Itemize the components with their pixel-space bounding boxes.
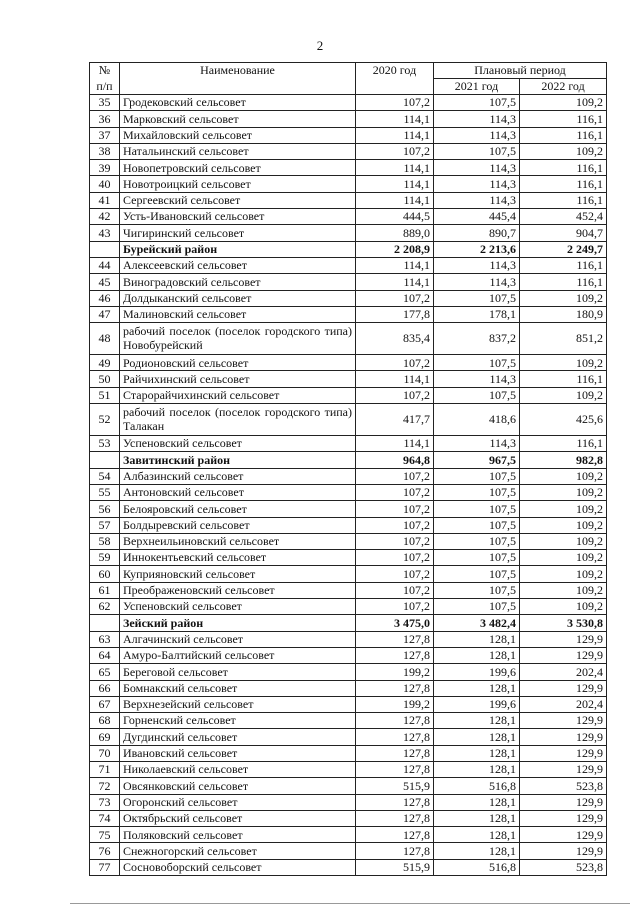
value-2022: 3 530,8 bbox=[520, 615, 607, 631]
row-name: Чигиринский сельсовет bbox=[120, 225, 356, 241]
row-name: рабочий поселок (поселок городского типа) Новобурейский bbox=[120, 323, 356, 355]
value-2022: 523,8 bbox=[520, 778, 607, 794]
value-2021: 890,7 bbox=[434, 225, 520, 241]
row-name: Райчихинский сельсовет bbox=[120, 371, 356, 387]
value-2021: 3 482,4 bbox=[434, 615, 520, 631]
value-2022: 425,6 bbox=[520, 404, 607, 436]
value-2022: 904,7 bbox=[520, 225, 607, 241]
value-2021: 418,6 bbox=[434, 404, 520, 436]
value-2021: 128,1 bbox=[434, 843, 520, 859]
value-2022: 129,9 bbox=[520, 761, 607, 777]
header-plan-period: Плановый период bbox=[434, 63, 607, 79]
table-row bbox=[90, 582, 607, 598]
value-2021: 107,5 bbox=[434, 501, 520, 517]
table-row bbox=[90, 696, 607, 712]
table-row bbox=[90, 713, 607, 729]
table-row bbox=[90, 680, 607, 696]
value-2022: 129,9 bbox=[520, 843, 607, 859]
value-2020: 107,2 bbox=[356, 387, 434, 403]
row-name: Новопетровский сельсовет bbox=[120, 160, 356, 176]
value-2020: 114,1 bbox=[356, 257, 434, 273]
table-row bbox=[90, 355, 607, 371]
row-number: 68 bbox=[90, 713, 120, 729]
value-2020: 107,2 bbox=[356, 550, 434, 566]
value-2020: 127,8 bbox=[356, 745, 434, 761]
value-2021: 128,1 bbox=[434, 761, 520, 777]
row-name: Алгачинский сельсовет bbox=[120, 631, 356, 647]
row-number: 37 bbox=[90, 127, 120, 143]
row-number: 63 bbox=[90, 631, 120, 647]
table-row bbox=[90, 729, 607, 745]
header-2021: 2021 год bbox=[434, 79, 520, 95]
header-2022: 2022 год bbox=[520, 79, 607, 95]
value-2022: 129,9 bbox=[520, 631, 607, 647]
row-name: Антоновский сельсовет bbox=[120, 484, 356, 500]
value-2022: 109,2 bbox=[520, 355, 607, 371]
row-number: 59 bbox=[90, 550, 120, 566]
row-number: 57 bbox=[90, 517, 120, 533]
value-2022: 109,2 bbox=[520, 95, 607, 111]
table-row bbox=[90, 745, 607, 761]
value-2020: 127,8 bbox=[356, 827, 434, 843]
row-number: 40 bbox=[90, 176, 120, 192]
value-2021: 107,5 bbox=[434, 582, 520, 598]
value-2022: 180,9 bbox=[520, 306, 607, 322]
value-2022: 116,1 bbox=[520, 127, 607, 143]
value-2020: 127,8 bbox=[356, 631, 434, 647]
value-2020: 114,1 bbox=[356, 371, 434, 387]
row-name: Долдыканский сельсовет bbox=[120, 290, 356, 306]
row-name: Новотроицкий сельсовет bbox=[120, 176, 356, 192]
value-2022: 109,2 bbox=[520, 566, 607, 582]
row-name: Овсянковский сельсовет bbox=[120, 778, 356, 794]
row-name: Старорайчихинский сельсовет bbox=[120, 387, 356, 403]
row-number: 60 bbox=[90, 566, 120, 582]
table-row bbox=[90, 143, 607, 159]
value-2020: 107,2 bbox=[356, 95, 434, 111]
value-2022: 129,9 bbox=[520, 713, 607, 729]
value-2020: 127,8 bbox=[356, 713, 434, 729]
value-2022: 116,1 bbox=[520, 176, 607, 192]
row-number: 52 bbox=[90, 404, 120, 436]
header-num-pp: п/п bbox=[90, 79, 120, 95]
value-2022: 109,2 bbox=[520, 501, 607, 517]
value-2021: 107,5 bbox=[434, 468, 520, 484]
table-row bbox=[90, 517, 607, 533]
value-2021: 128,1 bbox=[434, 810, 520, 826]
row-name: Бомнакский сельсовет bbox=[120, 680, 356, 696]
row-number: 44 bbox=[90, 257, 120, 273]
row-name: Успеновский сельсовет bbox=[120, 599, 356, 615]
value-2021: 114,3 bbox=[434, 111, 520, 127]
table-row bbox=[90, 371, 607, 387]
table-row bbox=[90, 501, 607, 517]
row-name: Дугдинский сельсовет bbox=[120, 729, 356, 745]
row-name: Болдыревский сельсовет bbox=[120, 517, 356, 533]
row-name: Поляковский сельсовет bbox=[120, 827, 356, 843]
table-row bbox=[90, 761, 607, 777]
value-2020: 835,4 bbox=[356, 323, 434, 355]
value-2022: 523,8 bbox=[520, 859, 607, 875]
value-2020: 107,2 bbox=[356, 468, 434, 484]
table-row bbox=[90, 794, 607, 810]
row-name: Алексеевский сельсовет bbox=[120, 257, 356, 273]
row-number: 54 bbox=[90, 468, 120, 484]
row-number: 73 bbox=[90, 794, 120, 810]
value-2022: 109,2 bbox=[520, 517, 607, 533]
table-row bbox=[90, 192, 607, 208]
value-2022: 129,9 bbox=[520, 729, 607, 745]
value-2020: 107,2 bbox=[356, 290, 434, 306]
row-name: Родионовский сельсовет bbox=[120, 355, 356, 371]
row-name: Сосновоборский сельсовет bbox=[120, 859, 356, 875]
value-2020: 114,1 bbox=[356, 274, 434, 290]
value-2020: 515,9 bbox=[356, 778, 434, 794]
row-name: Октябрьский сельсовет bbox=[120, 810, 356, 826]
value-2022: 116,1 bbox=[520, 111, 607, 127]
table-row bbox=[90, 533, 607, 549]
value-2020: 107,2 bbox=[356, 355, 434, 371]
value-2020: 114,1 bbox=[356, 436, 434, 452]
value-2020: 114,1 bbox=[356, 160, 434, 176]
row-name: Белояровский сельсовет bbox=[120, 501, 356, 517]
value-2020: 127,8 bbox=[356, 647, 434, 663]
row-number: 45 bbox=[90, 274, 120, 290]
row-name: Николаевский сельсовет bbox=[120, 761, 356, 777]
page-number: 2 bbox=[316, 38, 324, 53]
table-row bbox=[90, 127, 607, 143]
table-row bbox=[90, 827, 607, 843]
row-name: Усть-Ивановский сельсовет bbox=[120, 209, 356, 225]
value-2022: 452,4 bbox=[520, 209, 607, 225]
row-number: 55 bbox=[90, 484, 120, 500]
row-name: Марковский сельсовет bbox=[120, 111, 356, 127]
value-2021: 107,5 bbox=[434, 599, 520, 615]
value-2021: 107,5 bbox=[434, 533, 520, 549]
table-row bbox=[90, 209, 607, 225]
value-2022: 2 249,7 bbox=[520, 241, 607, 257]
value-2022: 109,2 bbox=[520, 599, 607, 615]
value-2021: 128,1 bbox=[434, 745, 520, 761]
table-row bbox=[90, 160, 607, 176]
table-row bbox=[90, 306, 607, 322]
table-row bbox=[90, 95, 607, 111]
table-row bbox=[90, 484, 607, 500]
value-2021: 837,2 bbox=[434, 323, 520, 355]
row-name: Амуро-Балтийский сельсовет bbox=[120, 647, 356, 663]
value-2021: 516,8 bbox=[434, 859, 520, 875]
row-number: 77 bbox=[90, 859, 120, 875]
value-2021: 967,5 bbox=[434, 452, 520, 468]
value-2022: 116,1 bbox=[520, 436, 607, 452]
value-2021: 128,1 bbox=[434, 631, 520, 647]
value-2021: 445,4 bbox=[434, 209, 520, 225]
row-name: Михайловский сельсовет bbox=[120, 127, 356, 143]
row-name: Куприяновский сельсовет bbox=[120, 566, 356, 582]
row-name: Верхнеильиновский сельсовет bbox=[120, 533, 356, 549]
value-2020: 107,2 bbox=[356, 484, 434, 500]
value-2022: 109,2 bbox=[520, 468, 607, 484]
value-2021: 199,6 bbox=[434, 664, 520, 680]
table-row bbox=[90, 436, 607, 452]
row-name: Зейский район bbox=[120, 615, 356, 631]
value-2022: 109,2 bbox=[520, 143, 607, 159]
row-number: 71 bbox=[90, 761, 120, 777]
value-2020: 515,9 bbox=[356, 859, 434, 875]
row-name: Снежногорский сельсовет bbox=[120, 843, 356, 859]
row-name: Горненский сельсовет bbox=[120, 713, 356, 729]
row-number: 47 bbox=[90, 306, 120, 322]
value-2021: 114,3 bbox=[434, 160, 520, 176]
row-number: 74 bbox=[90, 810, 120, 826]
value-2020: 114,1 bbox=[356, 111, 434, 127]
row-number: 64 bbox=[90, 647, 120, 663]
value-2021: 107,5 bbox=[434, 290, 520, 306]
value-2020: 127,8 bbox=[356, 810, 434, 826]
table-row bbox=[90, 664, 607, 680]
row-name: Малиновский сельсовет bbox=[120, 306, 356, 322]
table-row bbox=[90, 810, 607, 826]
value-2020: 964,8 bbox=[356, 452, 434, 468]
budget-table bbox=[89, 62, 607, 876]
value-2022: 129,9 bbox=[520, 647, 607, 663]
value-2021: 107,5 bbox=[434, 355, 520, 371]
value-2021: 128,1 bbox=[434, 647, 520, 663]
row-number: 39 bbox=[90, 160, 120, 176]
value-2022: 129,9 bbox=[520, 794, 607, 810]
row-number: 43 bbox=[90, 225, 120, 241]
header-num: № bbox=[90, 63, 120, 79]
table-row bbox=[90, 387, 607, 403]
row-name: Иннокентьевский сельсовет bbox=[120, 550, 356, 566]
row-name: Албазинский сельсовет bbox=[120, 468, 356, 484]
value-2021: 107,5 bbox=[434, 550, 520, 566]
value-2021: 114,3 bbox=[434, 371, 520, 387]
value-2020: 2 208,9 bbox=[356, 241, 434, 257]
value-2020: 127,8 bbox=[356, 794, 434, 810]
value-2021: 107,5 bbox=[434, 566, 520, 582]
row-number bbox=[90, 241, 120, 257]
value-2020: 199,2 bbox=[356, 664, 434, 680]
value-2021: 128,1 bbox=[434, 680, 520, 696]
value-2020: 107,2 bbox=[356, 517, 434, 533]
value-2021: 128,1 bbox=[434, 729, 520, 745]
row-name: Гродековский сельсовет bbox=[120, 95, 356, 111]
value-2020: 107,2 bbox=[356, 501, 434, 517]
value-2020: 107,2 bbox=[356, 143, 434, 159]
row-number: 61 bbox=[90, 582, 120, 598]
table-row bbox=[90, 257, 607, 273]
table-row bbox=[90, 647, 607, 663]
row-number: 72 bbox=[90, 778, 120, 794]
page-bottom-edge bbox=[70, 903, 630, 904]
row-name: Огоронский сельсовет bbox=[120, 794, 356, 810]
value-2022: 851,2 bbox=[520, 323, 607, 355]
value-2020: 199,2 bbox=[356, 696, 434, 712]
row-number: 41 bbox=[90, 192, 120, 208]
row-number: 53 bbox=[90, 436, 120, 452]
row-number: 49 bbox=[90, 355, 120, 371]
row-number: 50 bbox=[90, 371, 120, 387]
value-2020: 127,8 bbox=[356, 729, 434, 745]
value-2020: 127,8 bbox=[356, 680, 434, 696]
value-2022: 116,1 bbox=[520, 371, 607, 387]
row-name: Бурейский район bbox=[120, 241, 356, 257]
value-2021: 178,1 bbox=[434, 306, 520, 322]
table-row bbox=[90, 290, 607, 306]
row-name: Виноградовский сельсовет bbox=[120, 274, 356, 290]
value-2020: 417,7 bbox=[356, 404, 434, 436]
table-row bbox=[90, 778, 607, 794]
table-row bbox=[90, 323, 607, 355]
value-2021: 114,3 bbox=[434, 127, 520, 143]
value-2020: 107,2 bbox=[356, 533, 434, 549]
value-2021: 516,8 bbox=[434, 778, 520, 794]
value-2022: 129,9 bbox=[520, 810, 607, 826]
row-number: 76 bbox=[90, 843, 120, 859]
row-number: 42 bbox=[90, 209, 120, 225]
value-2021: 107,5 bbox=[434, 484, 520, 500]
row-number: 48 bbox=[90, 323, 120, 355]
value-2021: 107,5 bbox=[434, 387, 520, 403]
value-2020: 114,1 bbox=[356, 192, 434, 208]
row-name: Береговой сельсовет bbox=[120, 664, 356, 680]
header-2020: 2020 год bbox=[356, 63, 434, 95]
value-2020: 177,8 bbox=[356, 306, 434, 322]
value-2021: 2 213,6 bbox=[434, 241, 520, 257]
value-2022: 109,2 bbox=[520, 582, 607, 598]
value-2020: 127,8 bbox=[356, 843, 434, 859]
row-number: 36 bbox=[90, 111, 120, 127]
value-2022: 109,2 bbox=[520, 533, 607, 549]
table-row bbox=[90, 599, 607, 615]
row-number: 65 bbox=[90, 664, 120, 680]
value-2021: 128,1 bbox=[434, 827, 520, 843]
row-number: 51 bbox=[90, 387, 120, 403]
value-2020: 107,2 bbox=[356, 566, 434, 582]
row-name: рабочий поселок (поселок городского типа) Талакан bbox=[120, 404, 356, 436]
value-2022: 116,1 bbox=[520, 192, 607, 208]
value-2020: 3 475,0 bbox=[356, 615, 434, 631]
row-number: 67 bbox=[90, 696, 120, 712]
value-2021: 107,5 bbox=[434, 143, 520, 159]
value-2020: 107,2 bbox=[356, 599, 434, 615]
value-2021: 107,5 bbox=[434, 517, 520, 533]
value-2020: 889,0 bbox=[356, 225, 434, 241]
row-name: Верхнезейский сельсовет bbox=[120, 696, 356, 712]
table-row bbox=[90, 111, 607, 127]
value-2021: 114,3 bbox=[434, 436, 520, 452]
district-row bbox=[90, 615, 607, 631]
row-number: 69 bbox=[90, 729, 120, 745]
row-name: Сергеевский сельсовет bbox=[120, 192, 356, 208]
value-2021: 114,3 bbox=[434, 274, 520, 290]
value-2021: 114,3 bbox=[434, 176, 520, 192]
table-row bbox=[90, 843, 607, 859]
header-name: Наименование bbox=[120, 63, 356, 95]
value-2020: 114,1 bbox=[356, 127, 434, 143]
row-number bbox=[90, 452, 120, 468]
value-2022: 109,2 bbox=[520, 290, 607, 306]
row-name: Успеновский сельсовет bbox=[120, 436, 356, 452]
value-2020: 107,2 bbox=[356, 582, 434, 598]
value-2021: 114,3 bbox=[434, 192, 520, 208]
row-number: 70 bbox=[90, 745, 120, 761]
value-2020: 114,1 bbox=[356, 176, 434, 192]
table-row bbox=[90, 274, 607, 290]
row-number: 38 bbox=[90, 143, 120, 159]
value-2021: 107,5 bbox=[434, 95, 520, 111]
district-row bbox=[90, 452, 607, 468]
value-2022: 109,2 bbox=[520, 387, 607, 403]
row-name: Завитинский район bbox=[120, 452, 356, 468]
table-row bbox=[90, 176, 607, 192]
table-body bbox=[90, 63, 607, 876]
row-number: 62 bbox=[90, 599, 120, 615]
table-header-row-1 bbox=[90, 63, 607, 79]
row-number: 66 bbox=[90, 680, 120, 696]
table-row bbox=[90, 404, 607, 436]
value-2022: 116,1 bbox=[520, 160, 607, 176]
table-row bbox=[90, 225, 607, 241]
value-2021: 128,1 bbox=[434, 713, 520, 729]
row-name: Натальинский сельсовет bbox=[120, 143, 356, 159]
row-number: 35 bbox=[90, 95, 120, 111]
value-2022: 202,4 bbox=[520, 696, 607, 712]
value-2022: 109,2 bbox=[520, 484, 607, 500]
value-2022: 116,1 bbox=[520, 257, 607, 273]
value-2022: 129,9 bbox=[520, 680, 607, 696]
district-row bbox=[90, 241, 607, 257]
row-number: 46 bbox=[90, 290, 120, 306]
row-name: Ивановский сельсовет bbox=[120, 745, 356, 761]
row-number: 58 bbox=[90, 533, 120, 549]
value-2021: 199,6 bbox=[434, 696, 520, 712]
value-2022: 129,9 bbox=[520, 745, 607, 761]
value-2021: 114,3 bbox=[434, 257, 520, 273]
table-row bbox=[90, 468, 607, 484]
value-2021: 128,1 bbox=[434, 794, 520, 810]
value-2022: 982,8 bbox=[520, 452, 607, 468]
value-2022: 116,1 bbox=[520, 274, 607, 290]
row-number bbox=[90, 615, 120, 631]
value-2022: 129,9 bbox=[520, 827, 607, 843]
row-number: 56 bbox=[90, 501, 120, 517]
value-2020: 444,5 bbox=[356, 209, 434, 225]
value-2022: 109,2 bbox=[520, 550, 607, 566]
row-number: 75 bbox=[90, 827, 120, 843]
table-row bbox=[90, 550, 607, 566]
table-row bbox=[90, 859, 607, 875]
row-name: Преображеновский сельсовет bbox=[120, 582, 356, 598]
value-2022: 202,4 bbox=[520, 664, 607, 680]
table-row bbox=[90, 631, 607, 647]
value-2020: 127,8 bbox=[356, 761, 434, 777]
table-row bbox=[90, 566, 607, 582]
